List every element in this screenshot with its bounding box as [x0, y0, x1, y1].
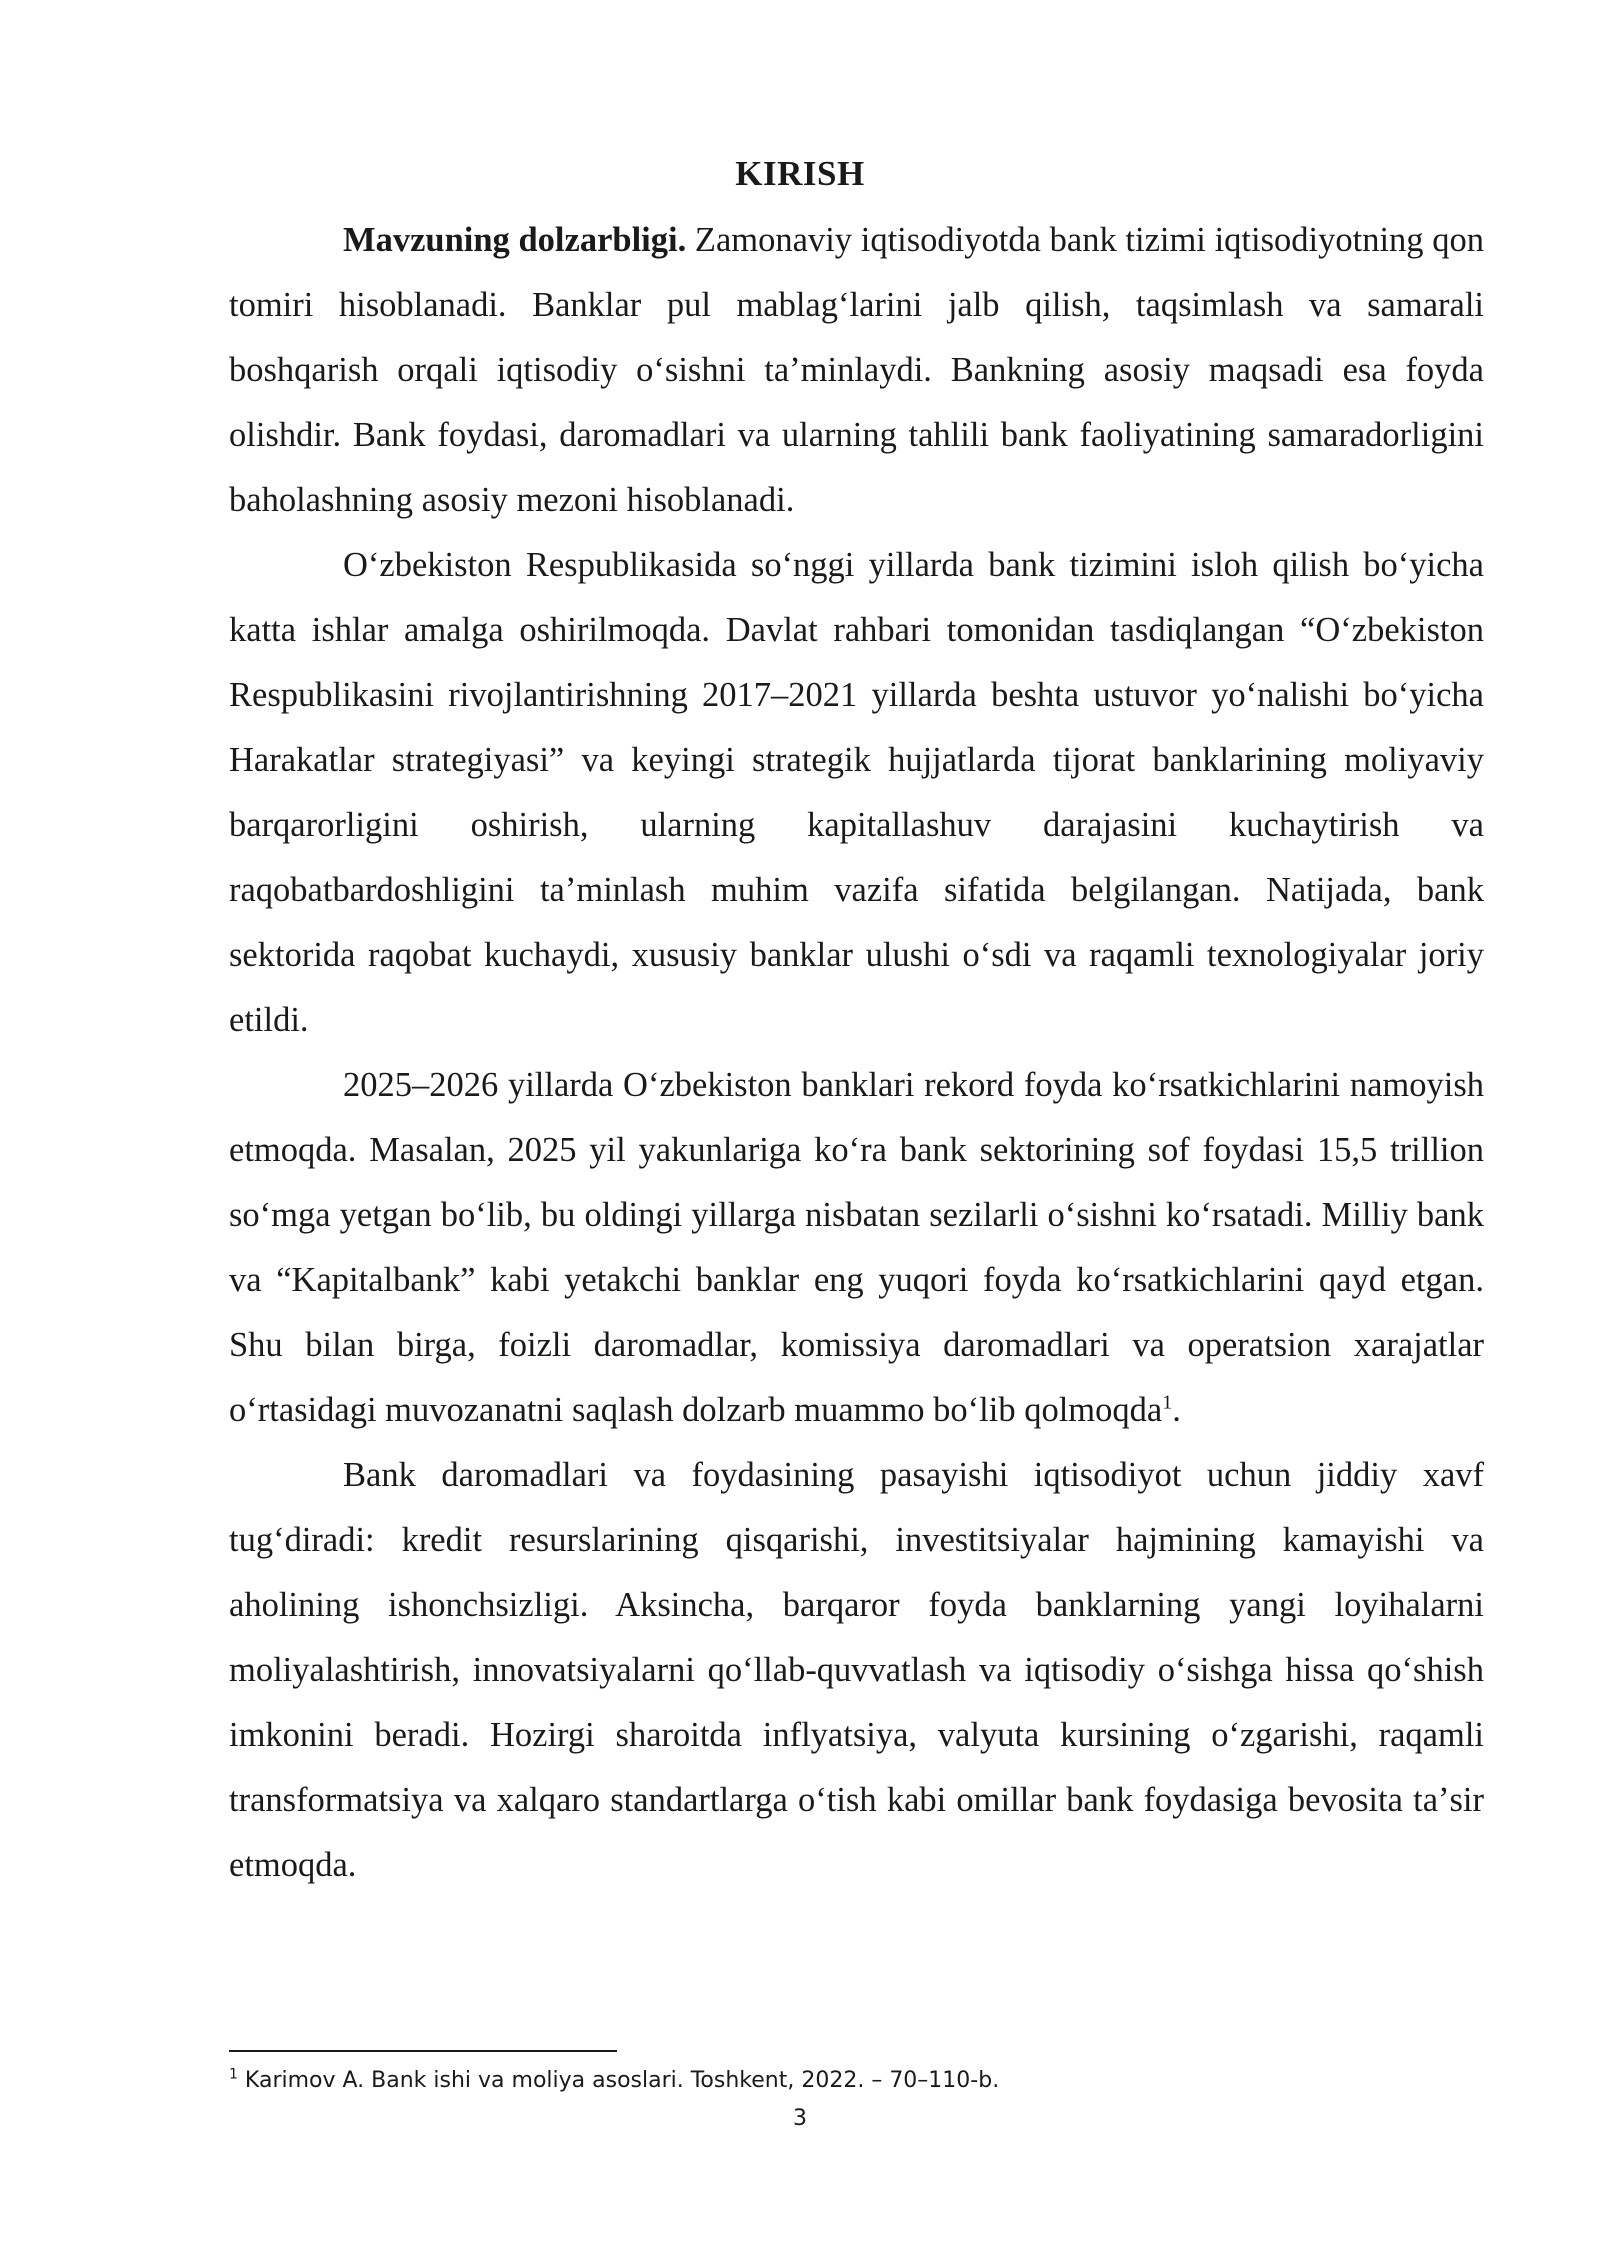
- paragraph-2: [229, 533, 1484, 1053]
- paragraph-text: Bank daromadlari va foydasining pasayishi iqtisodiyot uchun jiddiy xavf tugʻdiradi: kredit resurslarining qisqarishi, investitsiyalar hajmining kamayishi va aholining ishonchsizligi. Aksincha, barqaror foyda banklarning yangi loyihalarni moliyalashtirish, innovatsiyalarni qoʻllab-quvvatlash va iqtisodiy oʻsishga hissa qoʻshish imkonini beradi. Hozirgi sharoitda inflyatsiya, valyuta kursining oʻzgarishi, raqamli transformatsiya va xalqaro standartlarga oʻtish kabi omillar bank foydasiga bevosita taʼsir etmoqda.: [229, 1456, 1484, 1884]
- footnote-divider: [229, 2050, 617, 2052]
- paragraph-4: [229, 1443, 1484, 1898]
- footnote-reference[interactable]: 1: [1162, 1391, 1173, 1414]
- page-title: KIRISH: [735, 154, 865, 193]
- footnote-text: Karimov A. Bank ishi va moliya asoslari. Toshkent, 2022. – 70–110-b.: [244, 2068, 1000, 2093]
- paragraph-text: 2025–2026 yillarda Oʻzbekiston banklari rekord foyda koʻrsatkichlarini namoyish etmoqda. Masalan, 2025 yil yakunlariga koʻra bank sektorining sof foydasi 15,5 trillion soʻmga yetgan boʻlib, bu oldingi yillarga nisbatan sezilarli oʻsishni koʻrsatadi. Milliy bank va “Kapitalbank” kabi yetakchi banklar eng yuqori foyda koʻrsatkichlarini qayd etgan. Shu bilan birga, foizli daromadlar, komissiya daromadlari va operatsion xarajatlar oʻrtasidagi muvozanatni saqlash dolzarb muammo boʻlib qolmoqda: [229, 1066, 1484, 1429]
- paragraph-3: [229, 1053, 1484, 1443]
- footnote-marker: 1: [229, 2066, 238, 2083]
- paragraph-text: Oʻzbekiston Respublikasida soʻnggi yillarda bank tizimini isloh qilish boʻyicha katta ishlar amalga oshirilmoqda. Davlat rahbari tomonidan tasdiqlangan “Oʻzbekiston Respublikasini rivojlantirishning 2017–2021 yillarda beshta ustuvor yoʻnalishi boʻyicha Harakatlar strategiyasi” va keyingi strategik hujjatlarda tijorat banklarining moliyaviy barqarorligini oshirish, ularning kapitallashuv darajasini kuchaytirish va raqobatbardoshligini taʼminlash muhim vazifa sifatida belgilangan. Natijada, bank sektorida raqobat kuchaydi, xususiy banklar ulushi oʻsdi va raqamli texnologiyalar joriy etildi.: [229, 546, 1484, 1039]
- body-text: [229, 208, 1484, 1898]
- footnote: [229, 2066, 1484, 2096]
- paragraph-lead: Mavzuning dolzarbligi.: [343, 221, 687, 259]
- page-number: 3: [793, 2106, 807, 2131]
- paragraph-tail: .: [1172, 1391, 1181, 1429]
- paragraph-1: [229, 208, 1484, 533]
- paragraph-text: Zamonaviy iqtisodiyotda bank tizimi iqtisodiyotning qon tomiri hisoblanadi. Banklar pul mablagʻlarini jalb qilish, taqsimlash va samarali boshqarish orqali iqtisodiy oʻsishni taʼminlaydi. Bankning asosiy maqsadi esa foyda olishdir. Bank foydasi, daromadlari va ularning tahlili bank faoliyatining samaradorligini baholashning asosiy mezoni hisoblanadi.: [229, 221, 1484, 519]
